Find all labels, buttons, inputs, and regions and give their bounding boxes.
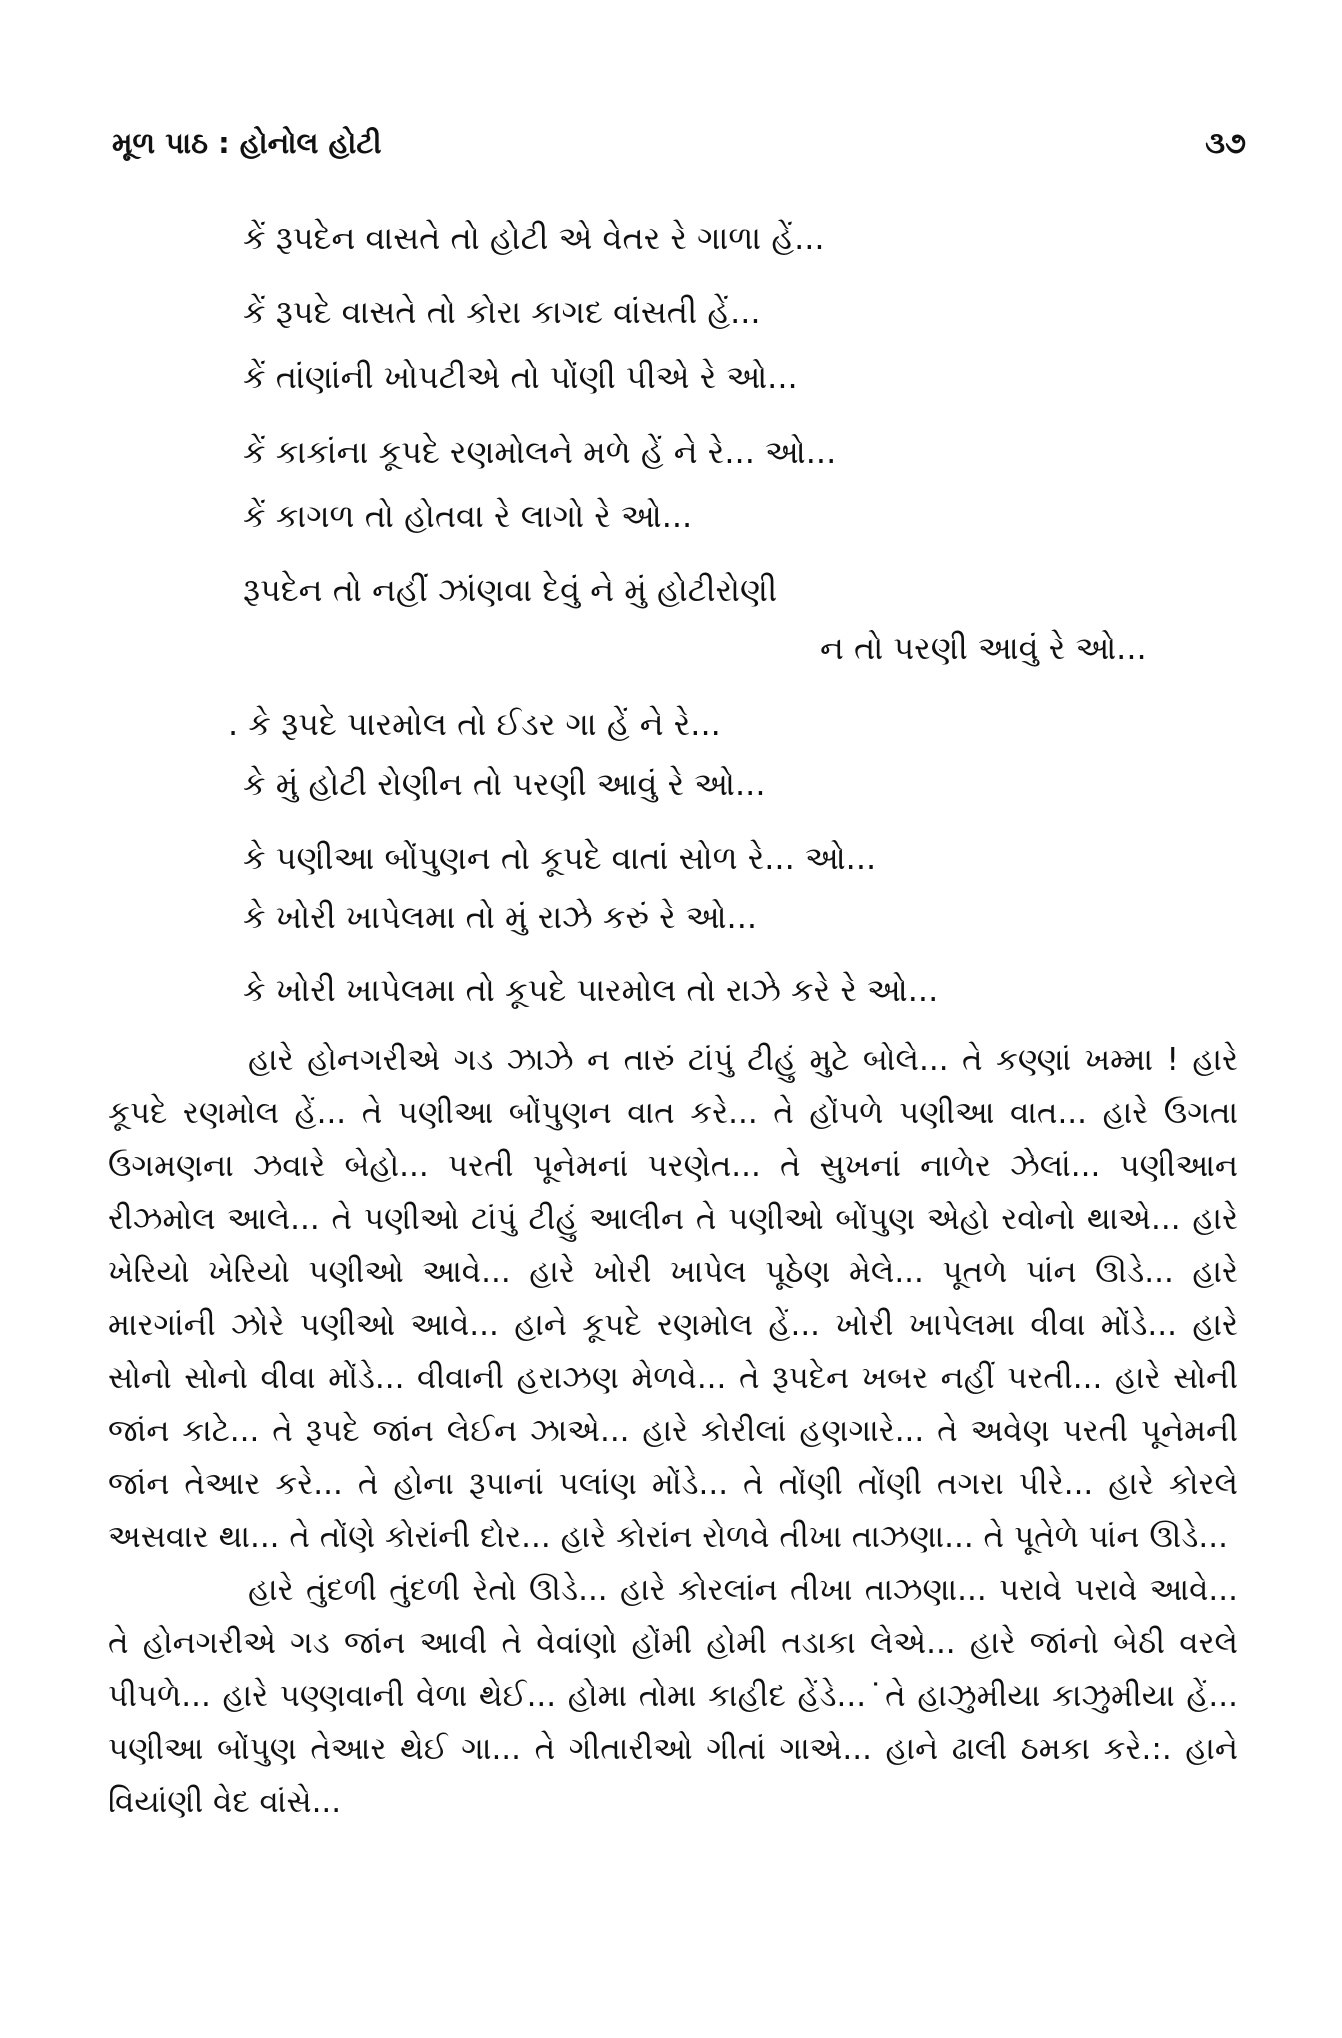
verse-line: રૂપદેન તો નહીં ઝાંણવા દેવું ને મું હોટીરોણી xyxy=(243,571,778,609)
verse-line: કેં તાંણાંની ખોપટીએ તો પોંણી પીએ રે ઓ... xyxy=(243,358,798,396)
verse-line: કે મું હોટી રોણીન તો પરણી આવું રે ઓ... xyxy=(243,765,766,803)
verse-line: ન તો પરણી આવું રે ઓ... xyxy=(820,629,1147,667)
running-header-title: મૂળ પાઠ : હોનોલ હોટી xyxy=(112,126,382,160)
verse-line: કેં કાકાંના કૂપદે રણમોલને મળે હેં ને રે... ઓ... xyxy=(243,433,837,471)
prose-paragraph: હારે હોનગરીએ ગડ ઝાઝે ન તારું ટાંપું ટીહું મુટે બોલે... તે કણ્ણાં ખમ્મા ! હારે કૂપદે રણમોલ હેં... તે પણીઆ બોંપુણન વાત કરે... તે હોંપળે પણીઆ વાત... હારે ઉગતા ઉગમણના ઝવારે બેહો... પરતી પૂનેમનાં પરણેત... તે સુખનાં નાળેર ઝેલાં... પણીઆન રીઝમોલ આલે... તે પણીઓ ટાંપું ટીહું આલીન તે પણીઓ બોંપુણ એહો રવોનો થાએ... હારે ખેરિયો ખેરિયો પણીઓ આવે... હારે ખોરી ખાપેલ પૂઠેણ મેલે... પૂતળે પાંન ઊડે... હારે મારગાંની ઝોરે પણીઓ આવે... હાને કૂપદે રણમોલ હેં... ખોરી ખાપેલમા વીવા મોંડે... હારે સોનો સોનો વીવા મોંડે... વીવાની હરાઝણ મેળવે... તે રૂપદેન ખબર નહીં પરતી... હારે સોની જાંન કાટે... તે રૂપદે જાંન લેઈન ઝાએ... હારે કોરીલાં હણગારે... તે અવેણ પરતી પૂનેમની જાંન તેઆર કરે... તે હોના રૂપાનાં પલાંણ મોંડે... તે તોંણી તોંણી તગરા પીરે... હારે કોરલે અસવાર થા... તે તોંણે કોરાંની દોર... હારે કોરાંન રોળવે તીખા તાઝણા... તે પૂતેળે પાંન ઊડે... xyxy=(108,1042,1238,1555)
verse-line: કે ખોરી ખાપેલમા તો કૂપદે પારમોલ તો રાઝે કરે રે ઓ... xyxy=(243,971,939,1009)
verse-line: કેં કાગળ તો હોતવા રે લાગો રે ઓ... xyxy=(243,497,693,535)
prose-paragraph: હારે તુંદળી તુંદળી રેતો ઊડે... હારે કોરલાંન તીખા તાઝણા... પરાવે પરાવે આવે... તે હોનગરીએ ગડ જાંન આવી તે વેવાંણો હોંમી હોમી તડાકા લેએ... હારે જાંનો બેઠી વરલે પીપળે... હારે પણ્ણવાની વેળા થેઈ... હોમા તોમા કાહીદ હેંડે...˙તે હાઝુમીયા કાઝુમીયા હેં... પણીઆ બોંપુણ તેઆર થેઈ ગા... તે ગીતારીઓ ગીતાં ગાએ... હાને ઢાલી ઠમકા કરે.:. હાને વિયાંણી વેદ વાંસે... xyxy=(108,1572,1238,1820)
verse-line: કેં રૂપદેન વાસતે તો હોટી એ વેતર રે ગાળા હેં... xyxy=(243,219,825,257)
prose-block xyxy=(108,1034,1238,1829)
page-number: ૩૭ xyxy=(1205,126,1246,161)
verse-line: કે ખોરી ખાપેલમા તો મું રાઝે કરું રે ઓ... xyxy=(243,898,758,936)
verse-line: કેં રૂપદે વાસતે તો કોરા કાગદ વાંસતી હેં... xyxy=(243,293,761,331)
verse-line: કે પણીઆ બોંપુણન તો કૂપદે વાતાં સોળ રે... ઓ... xyxy=(243,839,877,877)
verse-line: . કે રૂપદે પારમોલ તો ઈડર ગા હેં ને રે... xyxy=(228,705,721,743)
